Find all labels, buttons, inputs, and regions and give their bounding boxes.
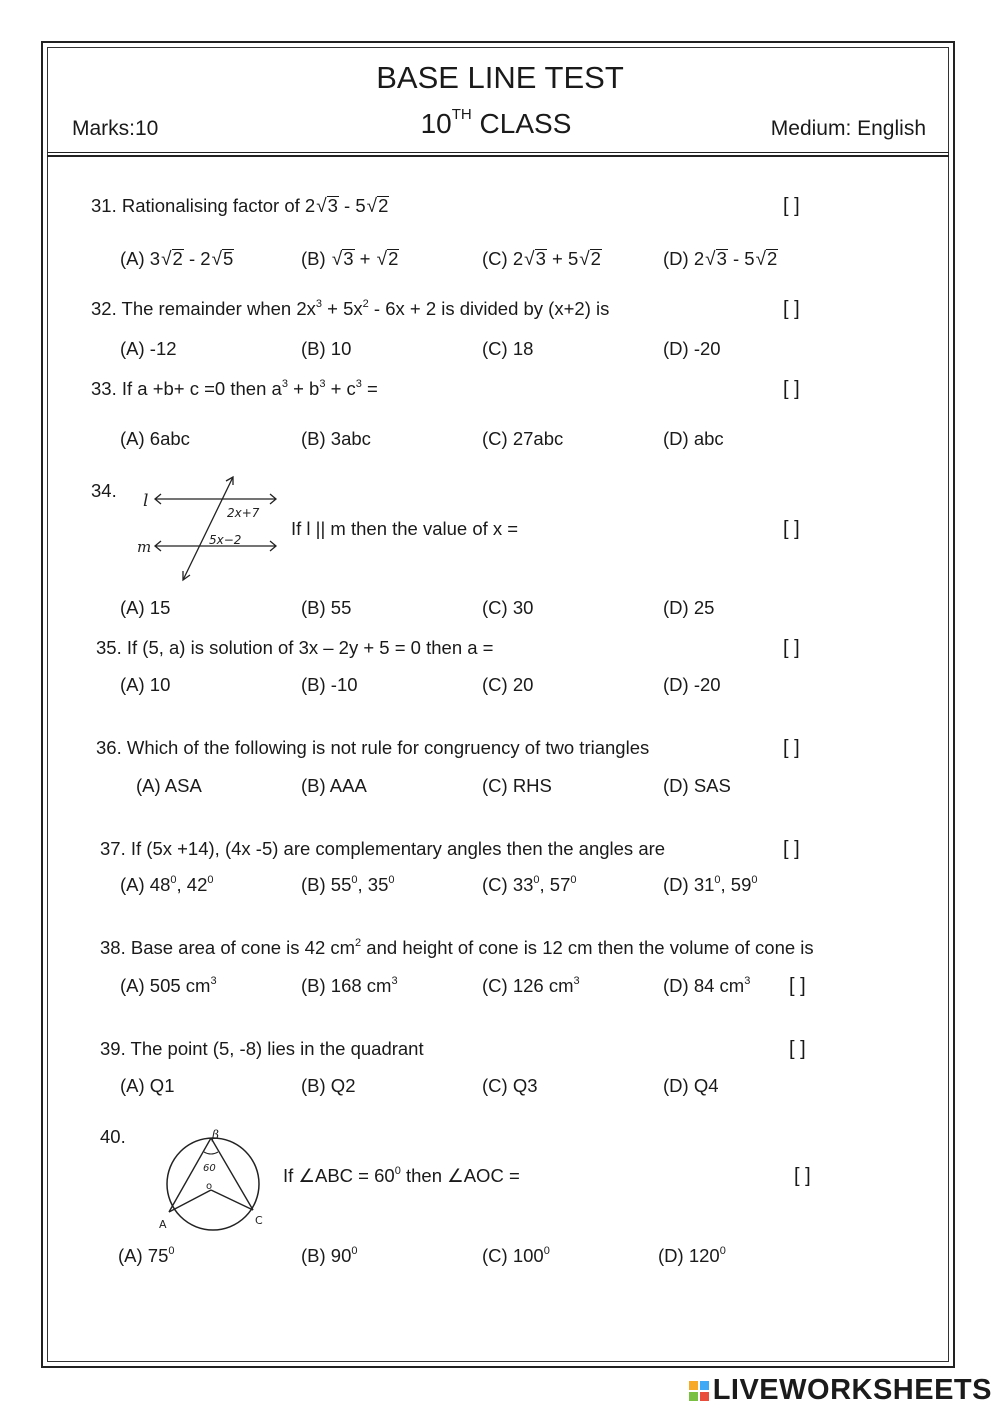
option-d[interactable]: (D) Q4: [663, 1075, 719, 1096]
circle-figure: [155, 1124, 275, 1236]
question-33: 33. If a +b+ c =0 then $a^3 + b^3 + c^3$ =: [91, 378, 378, 399]
option-c[interactable]: (C) 20: [482, 674, 534, 695]
option-c[interactable]: (C) 30: [482, 597, 534, 618]
answer-bracket[interactable]: [ ]: [783, 195, 800, 217]
answer-bracket[interactable]: [ ]: [783, 298, 800, 320]
option-b[interactable]: (B) -10: [301, 674, 358, 695]
option-b[interactable]: (B) AAA: [301, 775, 367, 796]
question-34: If l || m then the value of x =: [291, 518, 519, 539]
option-a[interactable]: (A) 10: [120, 674, 171, 695]
marks-label: Marks:10: [72, 117, 159, 140]
question-36: 36. Which of the following is not rule for congruency of two triangles: [96, 737, 650, 758]
fig-label-o: o: [206, 1181, 213, 1192]
option-d[interactable]: (D) SAS: [663, 775, 731, 796]
option-b[interactable]: (B) Q2: [301, 1075, 356, 1096]
option-b[interactable]: (B) 168 $cm^3$: [301, 975, 398, 996]
parallel-lines-figure: [133, 472, 283, 587]
option-c[interactable]: (C) 2√3 + 5√2: [482, 248, 601, 270]
header-divider: [47, 152, 949, 153]
option-d[interactable]: (D) 2√3 - 5√2: [663, 248, 778, 270]
question-39: 39. The point (5, -8) lies in the quadrant: [100, 1038, 424, 1059]
answer-bracket[interactable]: [ ]: [794, 1165, 811, 1187]
option-a[interactable]: (A) -12: [120, 338, 177, 359]
option-c[interactable]: (C) Q3: [482, 1075, 538, 1096]
answer-bracket[interactable]: [ ]: [789, 1038, 806, 1060]
fig-label-m: m: [137, 538, 152, 556]
option-b[interactable]: (B) 10: [301, 338, 352, 359]
fig-angle-1: 2x+7: [227, 506, 260, 520]
option-a[interactable]: (A) 505 $cm^3$: [120, 975, 217, 996]
option-d[interactable]: (D) -20: [663, 338, 721, 359]
option-b[interactable]: (B) 3abc: [301, 428, 371, 449]
fig-label-b: β: [212, 1128, 219, 1142]
question-31: 31. Rationalising factor of 2√3 - 5√2: [91, 195, 389, 217]
option-a[interactable]: (A) 3√2 - 2√5: [120, 248, 234, 270]
fig-label-a: A: [159, 1218, 167, 1231]
fig-label-60: 60: [203, 1163, 216, 1174]
option-b[interactable]: (B) $90^0$: [301, 1245, 358, 1266]
answer-bracket[interactable]: [ ]: [789, 975, 806, 997]
option-d[interactable]: (D) 84 $cm^3$: [663, 975, 751, 996]
option-b[interactable]: (B) $55^0$, $35^0$: [301, 874, 395, 895]
circle: [167, 1138, 259, 1230]
option-a[interactable]: (A) 6abc: [120, 428, 190, 449]
option-d[interactable]: (D) 25: [663, 597, 715, 618]
question-38: 38. Base area of cone is 42 $cm^2$ and height of cone is 12 cm then the volume of cone is: [100, 937, 814, 958]
option-c[interactable]: (C) $33^0$, $57^0$: [482, 874, 577, 895]
answer-bracket[interactable]: [ ]: [783, 378, 800, 400]
medium-label: Medium: English: [770, 117, 926, 140]
header-divider-thick: [47, 155, 949, 157]
option-a[interactable]: (A) $48^0$, $42^0$: [120, 874, 214, 895]
chord-bc: [211, 1138, 253, 1210]
question-40-number: 40.: [100, 1126, 126, 1147]
option-c[interactable]: (C) $100^0$: [482, 1245, 550, 1266]
option-d[interactable]: (D) $31^0$, $59^0$: [663, 874, 758, 895]
question-37: 37. If (5x +14), (4x -5) are complementary angles then the angles are: [100, 838, 666, 859]
answer-bracket[interactable]: [ ]: [783, 518, 800, 540]
liveworksheets-logo[interactable]: LIVEWORKSHEETS: [688, 1374, 992, 1407]
answer-bracket[interactable]: [ ]: [783, 637, 800, 659]
option-d[interactable]: (D) abc: [663, 428, 724, 449]
fig-angle-2: 5x−2: [209, 533, 242, 547]
question-32: 32. The remainder when $2x^3 + 5x^2 - 6x + 2$ is divided by (x+2) is: [91, 298, 610, 319]
answer-bracket[interactable]: [ ]: [783, 838, 800, 860]
option-a[interactable]: (A) $75^0$: [118, 1245, 175, 1266]
question-40: If ∠ABC = $60^0$ then ∠AOC =: [283, 1165, 520, 1186]
fig-label-l: l: [143, 491, 149, 511]
angle-arc: [204, 1152, 218, 1154]
option-a[interactable]: (A) ASA: [136, 775, 202, 796]
option-d[interactable]: (D) $120^0$: [658, 1245, 726, 1266]
option-c[interactable]: (C) RHS: [482, 775, 552, 796]
class-label: 10TH CLASS: [420, 106, 572, 139]
fig-label-c: C: [255, 1214, 263, 1227]
option-a[interactable]: (A) 15: [120, 597, 171, 618]
option-a[interactable]: (A) Q1: [120, 1075, 175, 1096]
option-c[interactable]: (C) 27abc: [482, 428, 564, 449]
transversal: [183, 477, 233, 580]
option-d[interactable]: (D) -20: [663, 674, 721, 695]
page-title: BASE LINE TEST: [376, 60, 624, 95]
liveworksheets-logo-icon: [688, 1380, 710, 1402]
option-c[interactable]: (C) 126 $cm^3$: [482, 975, 580, 996]
question-34-number: 34.: [91, 480, 117, 501]
option-b[interactable]: (B) 55: [301, 597, 352, 618]
option-b[interactable]: (B) √3 + √2: [301, 248, 399, 270]
question-35: 35. If (5, a) is solution of 3x – 2y + 5 = 0 then a =: [96, 637, 494, 658]
answer-bracket[interactable]: [ ]: [783, 737, 800, 759]
option-c[interactable]: (C) 18: [482, 338, 534, 359]
